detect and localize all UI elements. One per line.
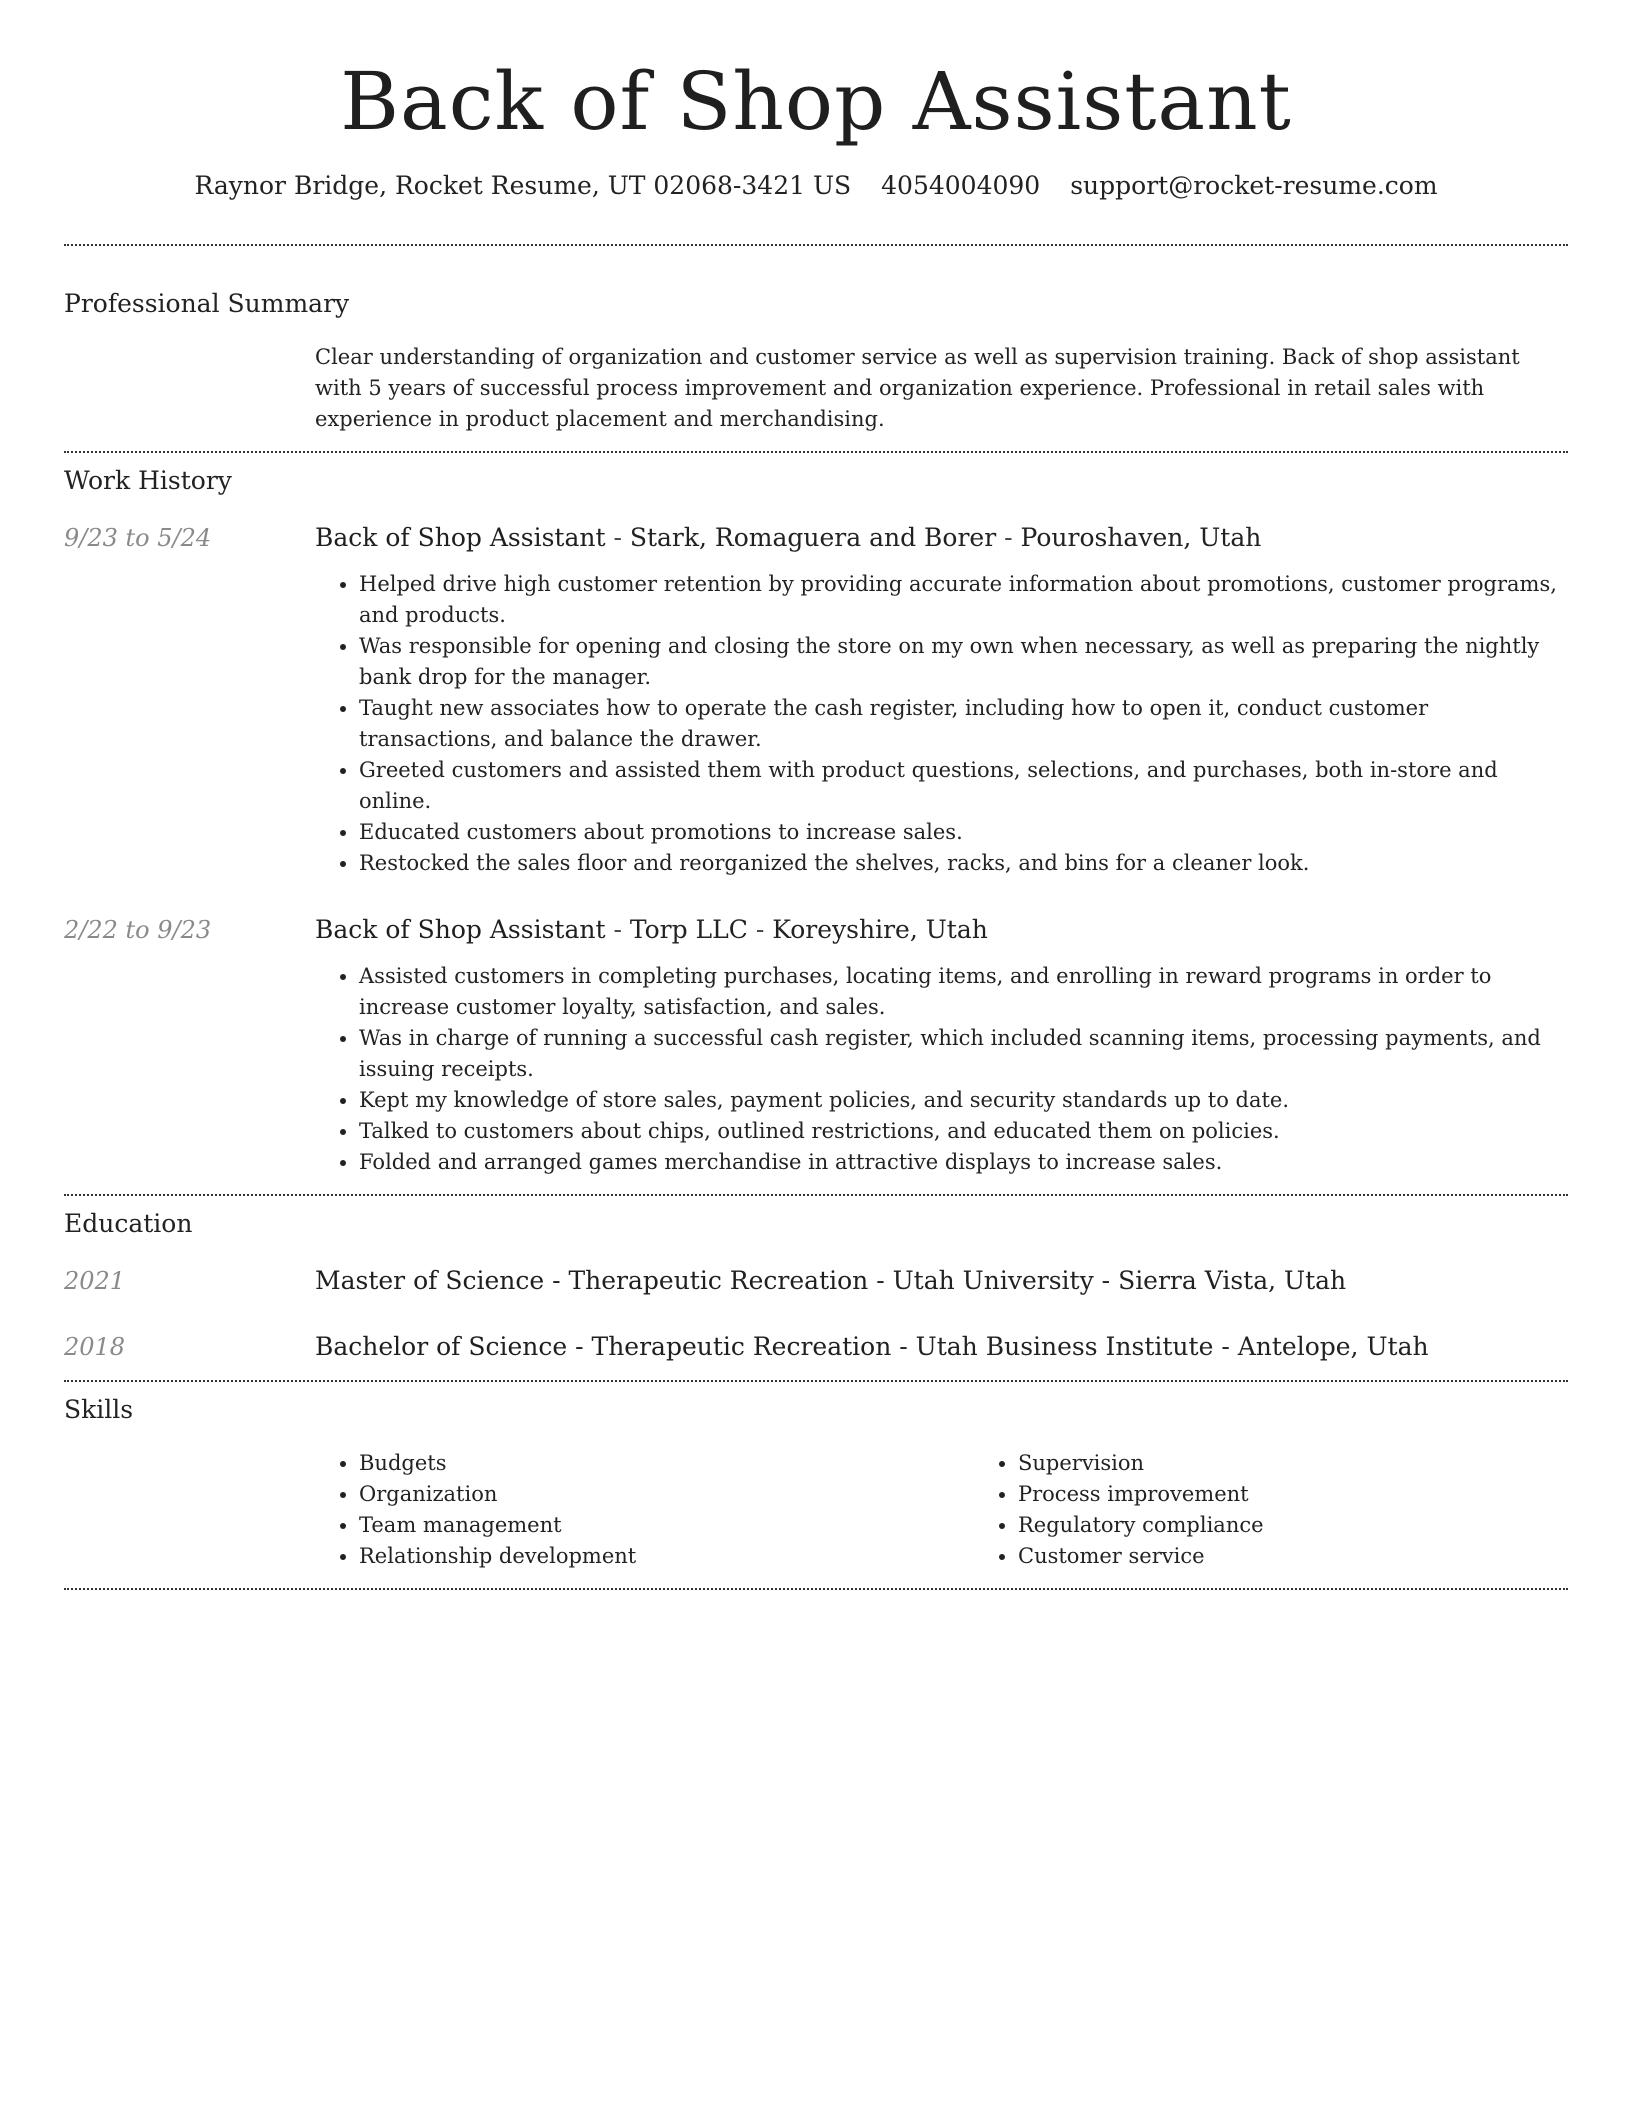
education-location: Antelope, Utah <box>1237 1332 1429 1361</box>
list-item: • Assisted customers in completing purchases, locating items, and enrolling in reward programs in order to increase customer loyalty, satisfaction, and sales. <box>359 961 1568 1023</box>
job-role: Back of Shop Assistant <box>315 915 606 944</box>
skills-grid <box>315 1448 1568 1572</box>
summary-text: Clear understanding of organization and customer service as well as supervision training. Back of shop assistant with 5 years of successful process improvement and organization experience. Professional in retail sales with experience in product placement and merchandising. <box>315 345 1520 431</box>
job-bullets <box>315 961 1568 1178</box>
divider <box>64 451 1568 453</box>
education-section <box>64 1206 1568 1364</box>
education-degree: Master of Science - Therapeutic Recreation <box>315 1266 869 1295</box>
skills-list-left <box>315 1448 974 1572</box>
contact-phone: 4054004090 <box>881 171 1041 200</box>
job-company: Torp LLC <box>629 915 748 944</box>
skill-item: • Process improvement <box>1018 1479 1632 1510</box>
job-dates: 2/22 to 9/23 <box>64 916 212 944</box>
job-role: Back of Shop Assistant <box>315 523 606 552</box>
list-item: • Greeted customers and assisted them with product questions, selections, and purchases, both in-store and online. <box>359 755 1568 817</box>
skill-item: • Customer service <box>1018 1541 1632 1572</box>
job-entry <box>64 521 1568 879</box>
job-location: Pouroshaven, Utah <box>1020 523 1262 552</box>
section-title-skills: Skills <box>64 1395 134 1424</box>
skill-item: • Organization <box>359 1479 974 1510</box>
education-entry <box>64 1330 1568 1364</box>
job-entry <box>64 913 1568 1178</box>
education-school: Utah Business Institute <box>915 1332 1214 1361</box>
list-item: • Taught new associates how to operate the cash register, including how to open it, conduct customer transactions, and balance the drawer. <box>359 693 1568 755</box>
section-title-education: Education <box>64 1209 193 1238</box>
section-title-work-history: Work History <box>64 466 232 495</box>
skill-item: • Regulatory compliance <box>1018 1510 1632 1541</box>
list-item: • Folded and arranged games merchandise in attractive displays to increase sales. <box>359 1147 1568 1178</box>
education-degree: Bachelor of Science - Therapeutic Recreation <box>315 1332 892 1361</box>
summary-section <box>64 286 1568 435</box>
divider <box>64 1380 1568 1382</box>
contact-email: support@rocket-resume.com <box>1070 171 1438 200</box>
list-item: • Talked to customers about chips, outlined restrictions, and educated them on policies. <box>359 1116 1568 1147</box>
resume-page <box>64 0 1568 1590</box>
resume-name: Back of Shop Assistant <box>340 55 1292 148</box>
education-year: 2021 <box>64 1267 126 1295</box>
job-title: Back of Shop Assistant - Stark, Romaguera and Borer - Pouroshaven, Utah <box>315 523 1262 552</box>
education-location: Sierra Vista, Utah <box>1118 1266 1347 1295</box>
job-location: Koreyshire, Utah <box>772 915 988 944</box>
divider <box>64 1194 1568 1196</box>
job-title: Back of Shop Assistant - Torp LLC - Koreyshire, Utah <box>315 915 988 944</box>
list-item: • Restocked the sales floor and reorganized the shelves, racks, and bins for a cleaner look. <box>359 848 1568 879</box>
divider <box>64 1588 1568 1590</box>
list-item: • Was in charge of running a successful cash register, which included scanning items, processing payments, and issuing receipts. <box>359 1023 1568 1085</box>
education-school: Utah University <box>892 1266 1094 1295</box>
list-item: • Helped drive high customer retention by providing accurate information about promotions, customer programs, and products. <box>359 569 1568 631</box>
education-entry <box>64 1264 1568 1298</box>
contact-address: Raynor Bridge, Rocket Resume, UT 02068-3421 US <box>194 171 852 200</box>
education-title: Master of Science - Therapeutic Recreation - Utah University - Sierra Vista, Utah <box>315 1266 1347 1295</box>
skill-item: • Team management <box>359 1510 974 1541</box>
skills-list-right <box>974 1448 1632 1572</box>
skills-section <box>64 1392 1568 1572</box>
skill-item: • Budgets <box>359 1448 974 1479</box>
section-title-summary: Professional Summary <box>64 289 350 318</box>
contact-line <box>64 168 1568 204</box>
work-history-section <box>64 463 1568 1178</box>
skill-item: • Relationship development <box>359 1541 974 1572</box>
job-dates: 9/23 to 5/24 <box>64 524 212 552</box>
list-item: • Was responsible for opening and closing the store on my own when necessary, as well as preparing the nightly bank drop for the manager. <box>359 631 1568 693</box>
list-item: • Educated customers about promotions to increase sales. <box>359 817 1568 848</box>
job-bullets <box>315 569 1568 879</box>
divider <box>64 244 1568 246</box>
list-item: • Kept my knowledge of store sales, payment policies, and security standards up to date. <box>359 1085 1568 1116</box>
education-title: Bachelor of Science - Therapeutic Recreation - Utah Business Institute - Antelope, Utah <box>315 1332 1429 1361</box>
skill-item: • Supervision <box>1018 1448 1632 1479</box>
job-company: Stark, Romaguera and Borer <box>629 523 997 552</box>
education-year: 2018 <box>64 1333 126 1361</box>
